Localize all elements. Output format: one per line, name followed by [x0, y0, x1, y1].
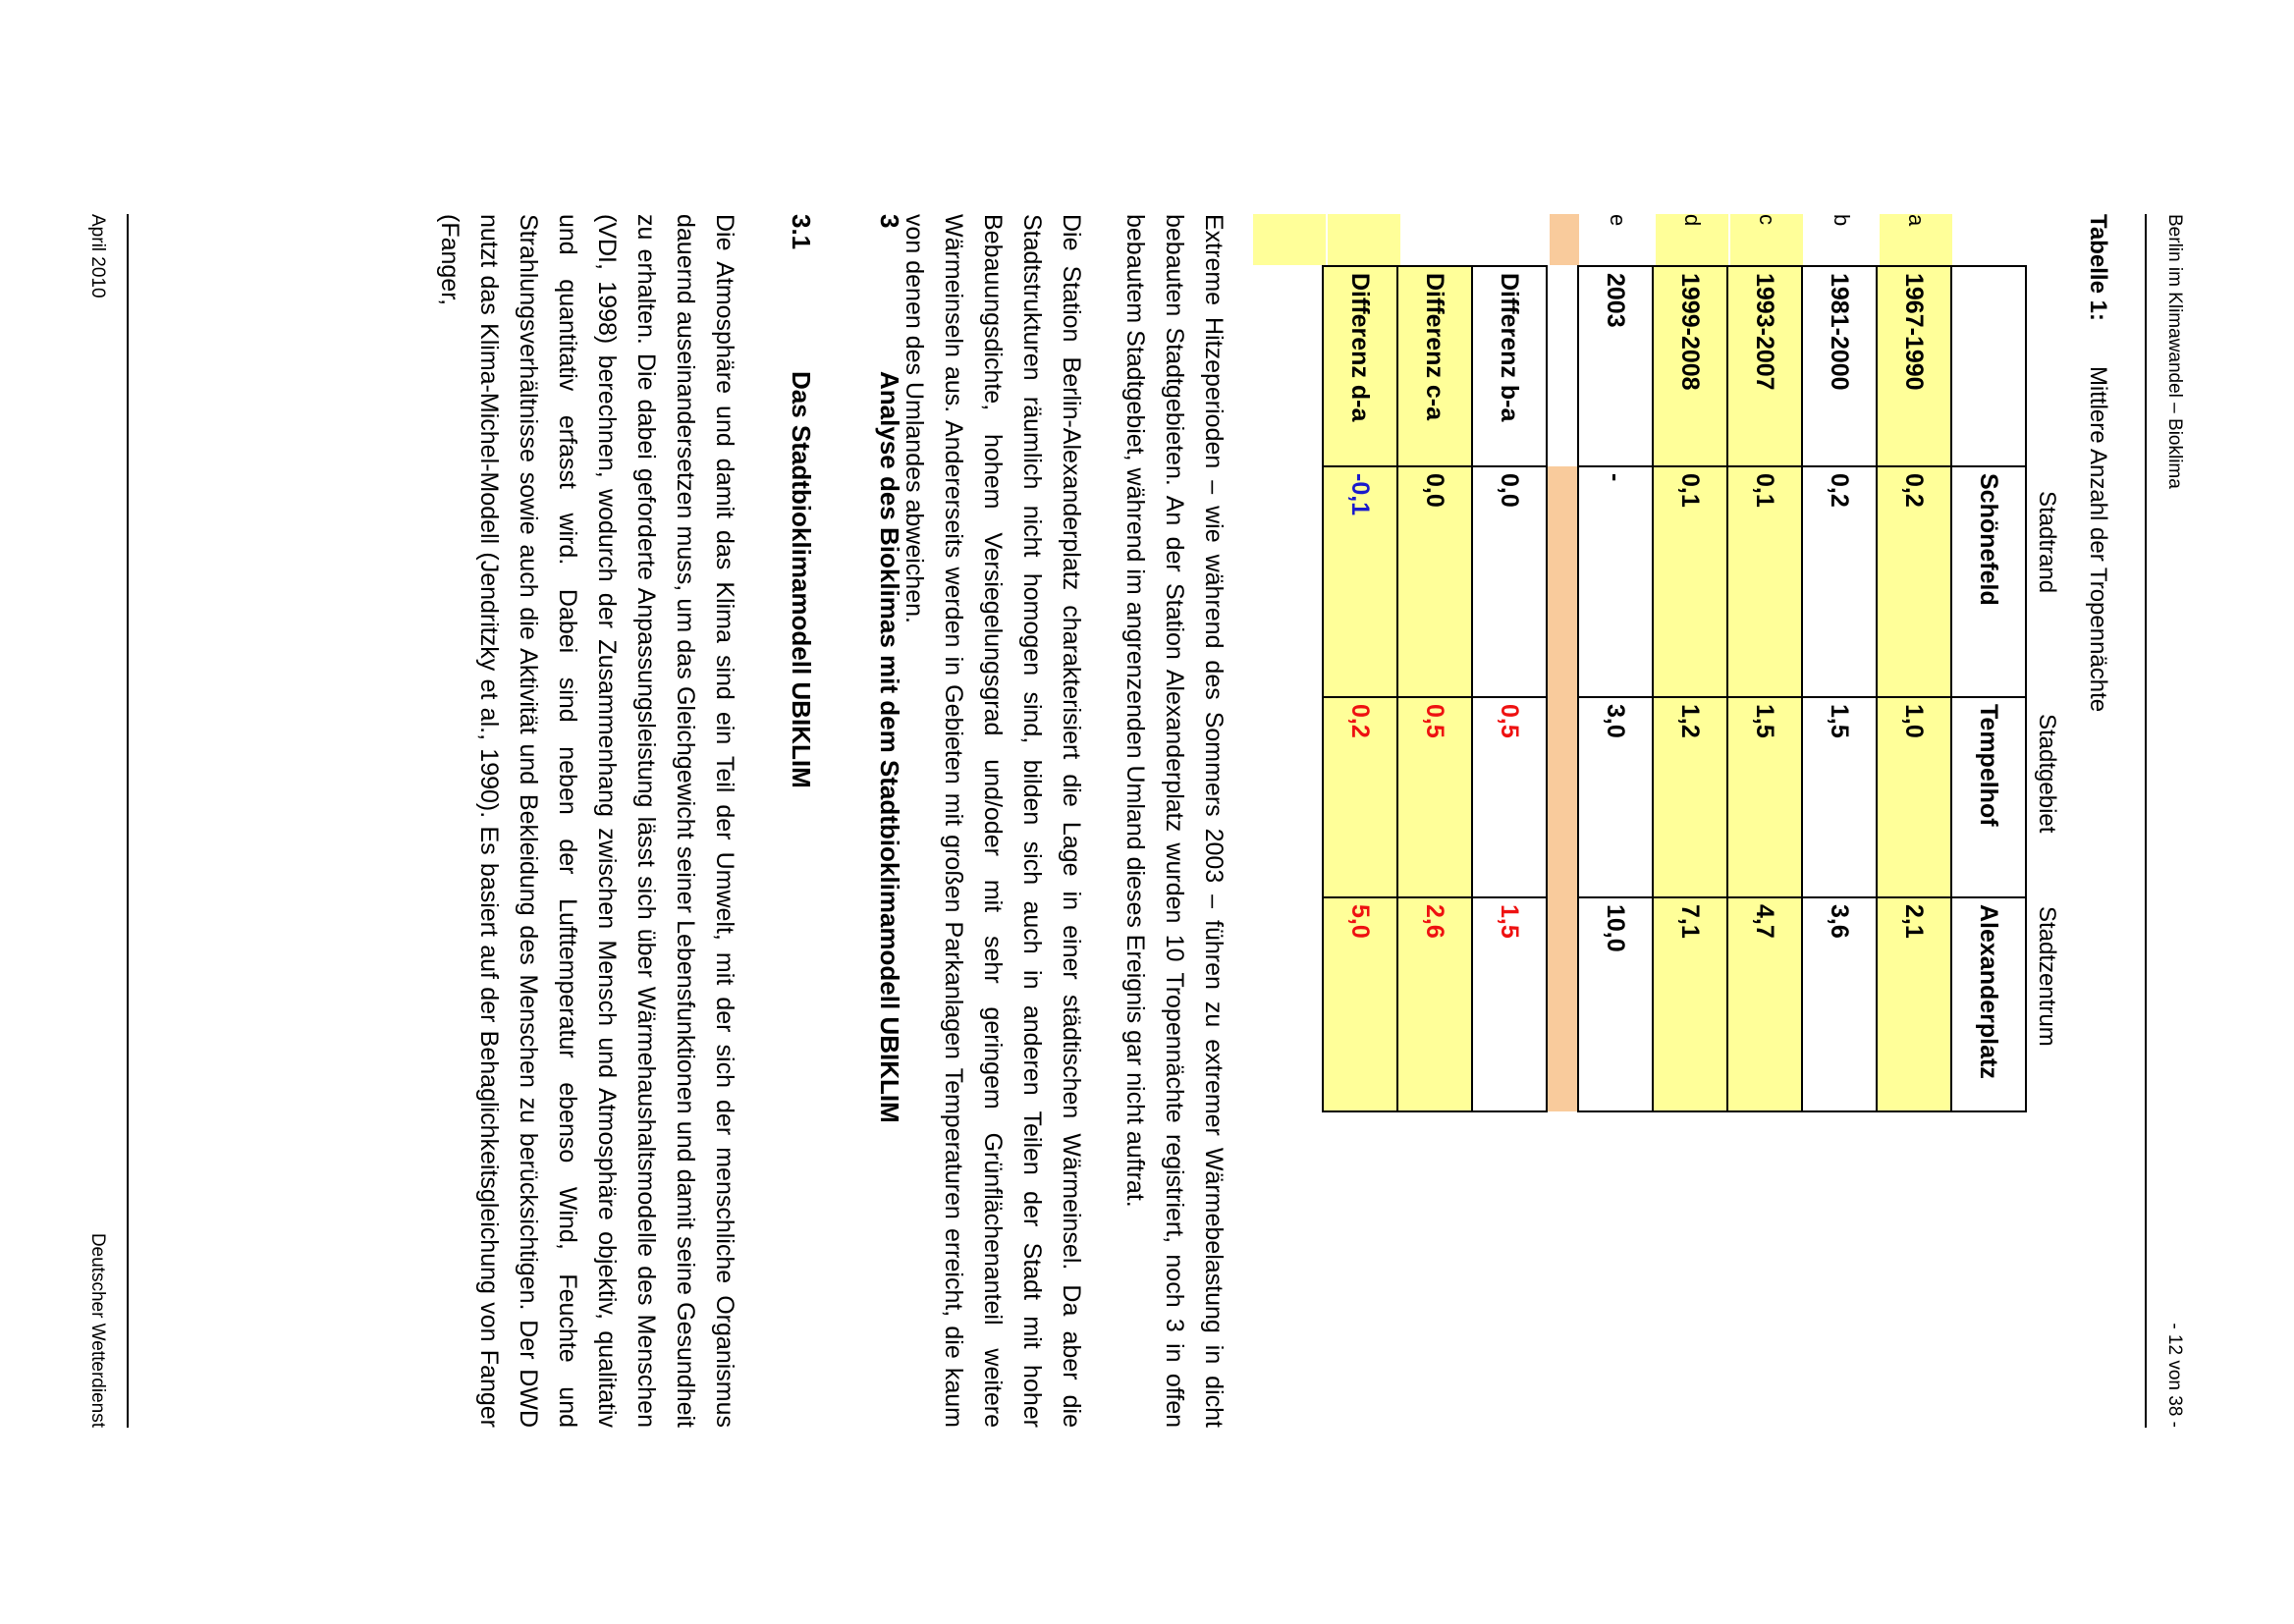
diff-value-cell: 0,5: [1472, 697, 1547, 897]
paragraph-ubiklim: Die Atmosphäre und damit das Klima sind ein Teil der Umwelt, mit der sich der menschliche Organismus dauernd auseinandersetzen muss, um das Gleichgewicht seiner Lebensfunktionen und damit seine Gesundheit zu erhalten. Die dabei geforderte Anpassungsleistung lässt sich über Wärmehaushaltsmodelle des Menschen (VDI, 1998) berechnen, wodurch der Zusammenhang zwischen Mensch und Atmosphäre objektiv, qualitativ und quantitativ erfasst wird. Dabei sind neben der Lufttemperatur ebenso Wind, Feuchte und Strahlungsverhältnisse sowie auch die Aktivität und Bekleidung des Menschen zu berücksichtigen. Der DWD nutzt das Klima-Michel-Modell (Jendritzky et al., 1990). Es basiert auf der Behaglichkeitsgleichung von Fanger (Fanger,: [436, 214, 738, 1428]
diff-tag-c: [1328, 214, 1400, 265]
diff-row: [1323, 266, 1397, 1111]
header-cell-empty: [1951, 266, 2026, 466]
diff-value-cell: 5,0: [1323, 897, 1397, 1111]
diff-label-cell: Differenz d-a: [1323, 266, 1397, 466]
value-cell: -: [1578, 466, 1653, 697]
value-cell: 1,5: [1802, 697, 1877, 897]
diff-value-cell: -0,1: [1323, 466, 1397, 697]
header-rule: [2145, 214, 2147, 1428]
row-tag-d: d: [1656, 214, 1728, 265]
diff-value-cell: 0,2: [1323, 697, 1397, 897]
tropennaechte-table: [1322, 265, 2027, 1112]
value-cell: 3,0: [1578, 697, 1653, 897]
value-cell: 4,7: [1727, 897, 1802, 1111]
header-cell-alexanderplatz: Alexanderplatz: [1951, 897, 2026, 1111]
group-label-stadtrand: Stadtrand: [2034, 491, 2060, 594]
diff-row: [1397, 266, 1472, 1111]
value-cell: 1,2: [1653, 697, 1727, 897]
diff-label-cell: Differenz b-a: [1472, 266, 1547, 466]
value-cell: 1,0: [1877, 697, 1951, 897]
value-cell: 0,2: [1802, 466, 1877, 697]
header-cell-schoenefeld: Schönefeld: [1951, 466, 2026, 697]
section-title-3: Analyse des Bioklimas mit dem Stadtbioklimamodell UBIKLIM: [875, 371, 904, 1123]
table-row: [1653, 266, 1727, 1111]
value-cell: 7,1: [1653, 897, 1727, 1111]
table-row: [1578, 266, 1653, 1111]
row-tag-e: e: [1606, 214, 1630, 227]
table-label: Tabelle 1:: [2085, 214, 2111, 321]
diff-tag-d: [1253, 214, 1326, 265]
value-cell: 2,1: [1877, 897, 1951, 1111]
table-row: [1802, 266, 1877, 1111]
footer-rule: [127, 214, 129, 1428]
footer-date: April 2010: [87, 214, 108, 298]
table-separator: [1547, 266, 1578, 1111]
period-cell: 1967-1990: [1877, 266, 1951, 466]
value-cell: 1,5: [1727, 697, 1802, 897]
diff-value-cell: 2,6: [1397, 897, 1472, 1111]
period-cell: 1981-2000: [1802, 266, 1877, 466]
period-cell: 2003: [1578, 266, 1653, 466]
table-title: Mittlere Anzahl der Tropennächte: [2085, 365, 2111, 713]
footer-publisher: Deutscher Wetterdienst: [87, 1232, 108, 1428]
separator-tag: [1550, 214, 1579, 265]
value-cell: 0,2: [1877, 466, 1951, 697]
group-label-stadtzentrum: Stadtzentrum: [2034, 906, 2060, 1047]
section-number-3: 3: [875, 214, 904, 229]
period-cell: 1993-2007: [1727, 266, 1802, 466]
section-title-3-1: Das Stadtbioklimamodell UBIKLIM: [787, 371, 816, 788]
diff-label-cell: Differenz c-a: [1397, 266, 1472, 466]
header-title: Berlin im Klimawandel – Bioklima: [2164, 214, 2185, 489]
paragraph-hitzeperioden: Extreme Hitzeperioden – wie während des Sommers 2003 – führen zu extremer Wärmebelastung in dicht bebauten Stadtgebieten. An der Station Alexanderplatz wurden 10 Tropennächte registriert, noch 3 in offen bebautem Stadtgebiet, während im angrenzenden Umland dieses Ereignis gar nicht auftrat.: [1121, 214, 1228, 1428]
page-number: - 12 von 38 -: [2164, 1323, 2185, 1428]
diff-value-cell: 1,5: [1472, 897, 1547, 1111]
row-tag-a: a: [1880, 214, 1952, 265]
table-header-row: [1951, 266, 2026, 1111]
row-tag-c: c: [1730, 214, 1803, 265]
diff-row: [1472, 266, 1547, 1111]
value-cell: 0,1: [1727, 466, 1802, 697]
paragraph-alexanderplatz: Die Station Berlin-Alexanderplatz charakterisiert die Lage in einer städtischen Wärmeinsel. Da aber die Stadtstrukturen räumlich nicht homogen sind, bilden sich auch in anderen Teilen der Stadt mit hoher Bebauungsdichte, hohem Versiegelungsgrad und/oder mit sehr geringem Grünflächenanteil weitere Wärmeinseln aus. Andererseits werden in Gebieten mit großen Parkanlagen Temperaturen erreicht, die kaum von denen des Umlandes abweichen.: [901, 214, 1085, 1428]
diff-value-cell: 0,0: [1397, 466, 1472, 697]
header-cell-tempelhof: Tempelhof: [1951, 697, 2026, 897]
value-cell: 3,6: [1802, 897, 1877, 1111]
period-cell: 1999-2008: [1653, 266, 1727, 466]
value-cell: 0,1: [1653, 466, 1727, 697]
row-tag-b: b: [1830, 214, 1854, 227]
table-row: [1877, 266, 1951, 1111]
table-caption: [2084, 214, 2111, 712]
diff-value-cell: 0,5: [1397, 697, 1472, 897]
diff-value-cell: 0,0: [1472, 466, 1547, 697]
value-cell: 10,0: [1578, 897, 1653, 1111]
group-label-stadtgebiet: Stadtgebiet: [2034, 714, 2060, 834]
section-number-3-1: 3.1: [787, 214, 816, 250]
table-row: [1727, 266, 1802, 1111]
